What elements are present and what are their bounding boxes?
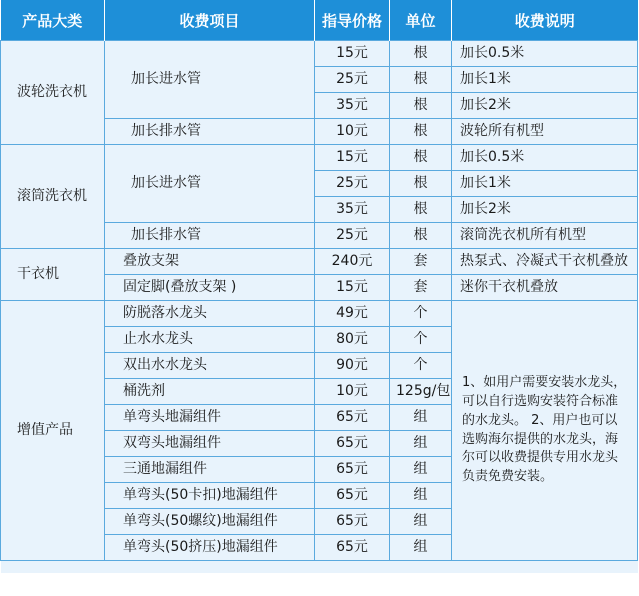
price-cell: 240元 xyxy=(315,249,390,275)
item-cell: 加长进水管 xyxy=(105,145,315,223)
price-cell: 65元 xyxy=(315,483,390,509)
table-footer-strip xyxy=(1,561,638,574)
unit-cell: 组 xyxy=(390,535,452,561)
item-cell: 双出水水龙头 xyxy=(105,353,315,379)
price-cell: 25元 xyxy=(315,223,390,249)
table-row xyxy=(1,145,638,171)
note-cell: 加长2米 xyxy=(452,197,638,223)
unit-cell: 根 xyxy=(390,145,452,171)
unit-cell: 个 xyxy=(390,327,452,353)
item-cell: 叠放支架 xyxy=(105,249,315,275)
price-cell: 25元 xyxy=(315,67,390,93)
unit-cell: 根 xyxy=(390,93,452,119)
price-cell: 80元 xyxy=(315,327,390,353)
addon-note-cell: 1、如用户需要安装水龙头，可以自行选购安装符合标准的水龙头。 2、用户也可以选购海尔提供的水龙头，海尔可以收费提供专用水龙头负责免费安装。 xyxy=(452,301,638,561)
price-cell: 10元 xyxy=(315,379,390,405)
unit-cell: 套 xyxy=(390,275,452,301)
item-cell: 单弯头(50挤压)地漏组件 xyxy=(105,535,315,561)
unit-cell: 根 xyxy=(390,223,452,249)
header-item: 收费项目 xyxy=(105,0,315,41)
price-cell: 15元 xyxy=(315,41,390,67)
header-category: 产品大类 xyxy=(1,0,105,41)
price-cell: 65元 xyxy=(315,405,390,431)
item-cell: 单弯头(50卡扣)地漏组件 xyxy=(105,483,315,509)
note-cell: 波轮所有机型 xyxy=(452,119,638,145)
item-cell: 固定脚(叠放支架 ) xyxy=(105,275,315,301)
note-cell: 滚筒洗衣机所有机型 xyxy=(452,223,638,249)
price-cell: 90元 xyxy=(315,353,390,379)
item-cell: 桶洗剂 xyxy=(105,379,315,405)
category-cell: 滚筒洗衣机 xyxy=(1,145,105,249)
header-row xyxy=(1,0,638,41)
unit-cell: 根 xyxy=(390,171,452,197)
item-cell: 加长排水管 xyxy=(105,119,315,145)
table-row xyxy=(1,41,638,67)
price-cell: 65元 xyxy=(315,431,390,457)
unit-cell: 个 xyxy=(390,353,452,379)
category-cell: 增值产品 xyxy=(1,301,105,561)
note-cell: 迷你干衣机叠放 xyxy=(452,275,638,301)
unit-cell: 个 xyxy=(390,301,452,327)
price-cell: 65元 xyxy=(315,509,390,535)
table-row xyxy=(1,301,638,327)
header-unit: 单位 xyxy=(390,0,452,41)
unit-cell: 组 xyxy=(390,431,452,457)
note-cell: 加长0.5米 xyxy=(452,41,638,67)
price-cell: 65元 xyxy=(315,457,390,483)
footer-spacer xyxy=(1,561,638,574)
item-cell: 单弯头地漏组件 xyxy=(105,405,315,431)
item-cell: 加长进水管 xyxy=(105,41,315,119)
unit-cell: 组 xyxy=(390,483,452,509)
item-cell: 止水水龙头 xyxy=(105,327,315,353)
unit-cell: 根 xyxy=(390,41,452,67)
note-cell: 热泵式、冷凝式干衣机叠放 xyxy=(452,249,638,275)
category-cell: 波轮洗衣机 xyxy=(1,41,105,145)
note-cell: 加长1米 xyxy=(452,171,638,197)
item-cell: 三通地漏组件 xyxy=(105,457,315,483)
price-cell: 35元 xyxy=(315,93,390,119)
note-cell: 加长0.5米 xyxy=(452,145,638,171)
unit-cell: 组 xyxy=(390,457,452,483)
header-note: 收费说明 xyxy=(452,0,638,41)
price-cell: 35元 xyxy=(315,197,390,223)
unit-cell: 组 xyxy=(390,405,452,431)
unit-cell: 组 xyxy=(390,509,452,535)
category-cell: 干衣机 xyxy=(1,249,105,301)
item-cell: 加长排水管 xyxy=(105,223,315,249)
note-cell: 加长1米 xyxy=(452,67,638,93)
header-price: 指导价格 xyxy=(315,0,390,41)
unit-cell: 根 xyxy=(390,197,452,223)
price-cell: 10元 xyxy=(315,119,390,145)
note-cell: 加长2米 xyxy=(452,93,638,119)
price-cell: 65元 xyxy=(315,535,390,561)
price-cell: 25元 xyxy=(315,171,390,197)
unit-cell: 根 xyxy=(390,119,452,145)
table-row xyxy=(1,249,638,275)
price-cell: 15元 xyxy=(315,275,390,301)
item-cell: 双弯头地漏组件 xyxy=(105,431,315,457)
item-cell: 防脱落水龙头 xyxy=(105,301,315,327)
unit-cell: 根 xyxy=(390,67,452,93)
item-cell: 单弯头(50螺纹)地漏组件 xyxy=(105,509,315,535)
unit-cell: 125g/包 xyxy=(390,379,452,405)
price-cell: 15元 xyxy=(315,145,390,171)
unit-cell: 套 xyxy=(390,249,452,275)
price-cell: 49元 xyxy=(315,301,390,327)
